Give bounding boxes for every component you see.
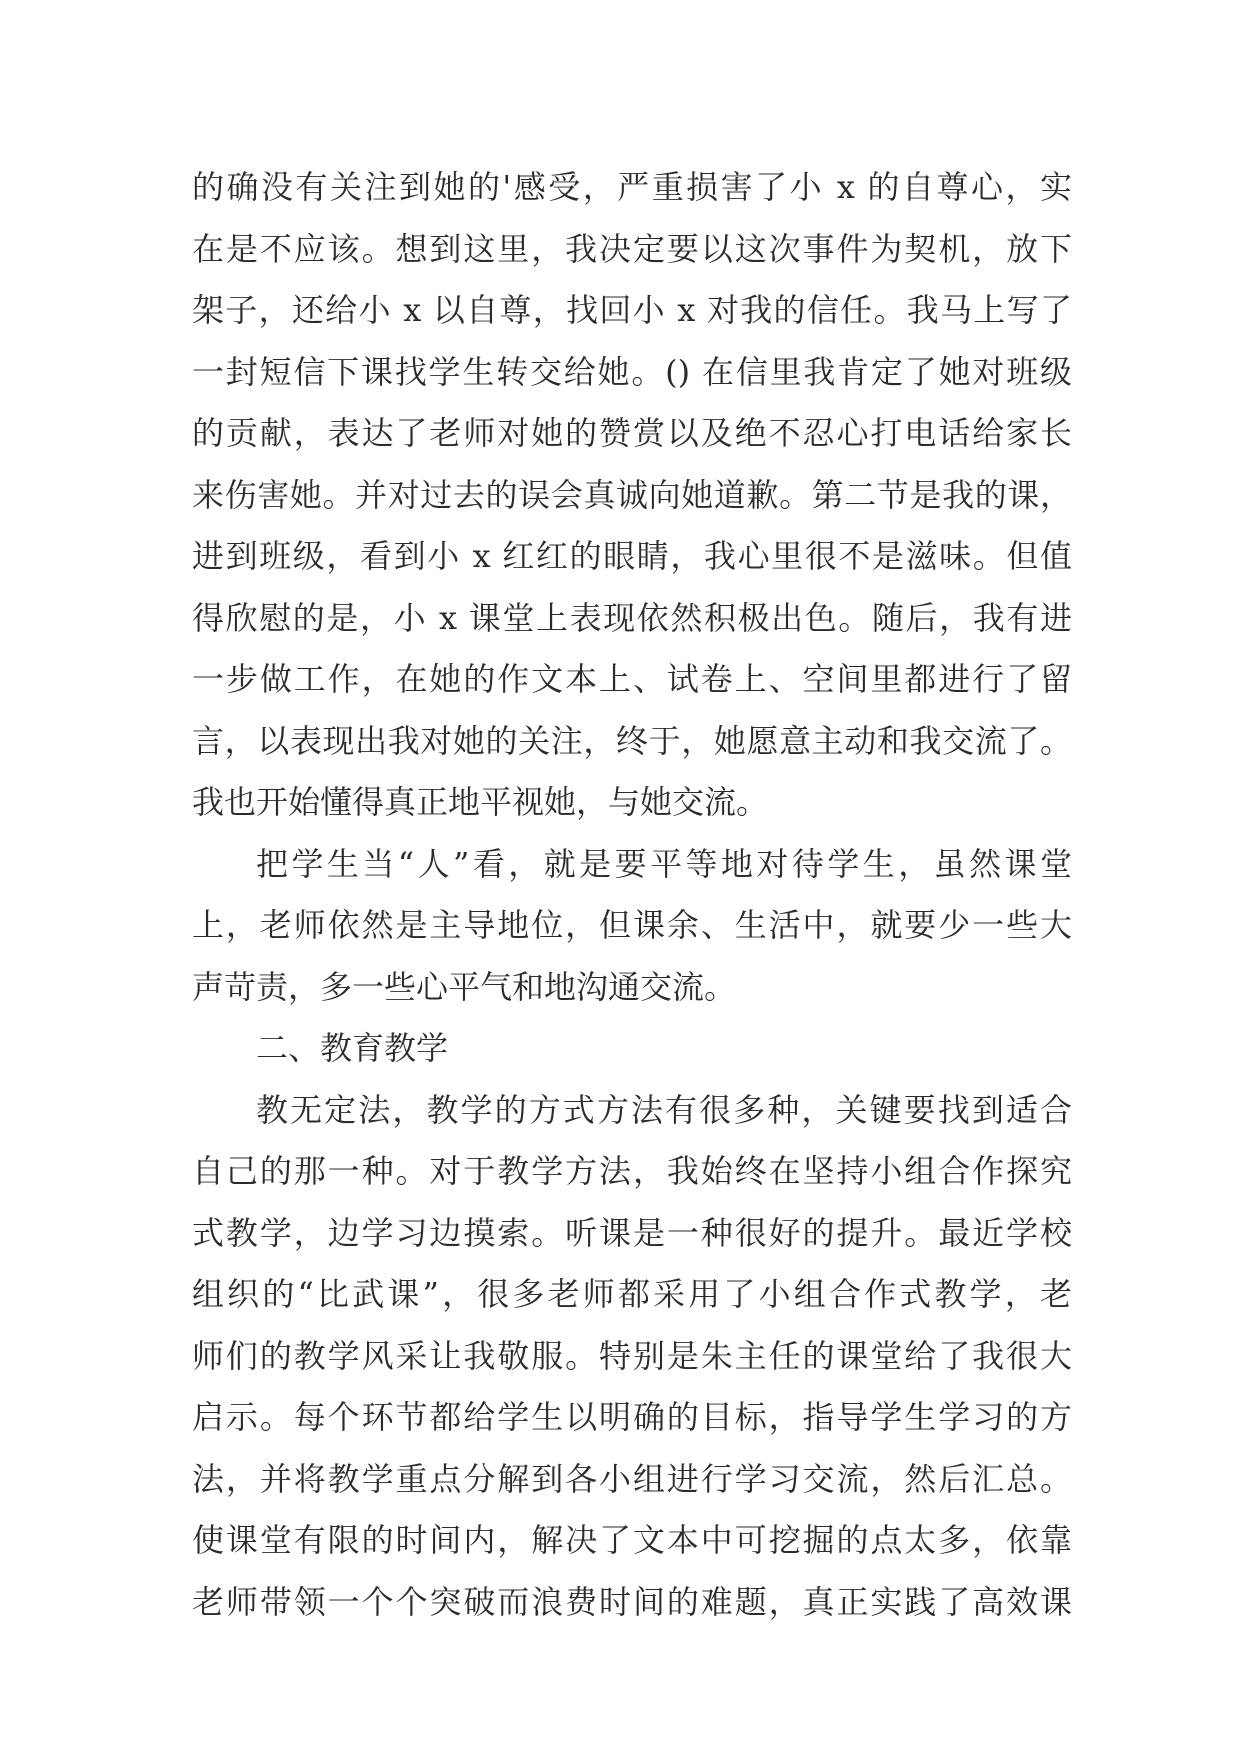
text-line: 进到班级，看到小 x 红红的眼睛，我心里很不是滋味。但值 (192, 537, 1072, 575)
text-line: 来伤害她。并对过去的误会真诚向她道歉。第二节是我的课， (192, 475, 1072, 514)
document-body (192, 157, 1072, 1633)
text-line: 老师带领一个个突破而浪费时间的难题，真正实践了高效课 (192, 1582, 1072, 1621)
text-line: 在是不应该。想到这里，我决定要以这次事件为契机，放下 (192, 229, 1072, 268)
text-line: 教无定法，教学的方式方法有很多种，关键要找到适合 (256, 1090, 1072, 1129)
text-line: 得欣慰的是，小 x 课堂上表现依然积极出色。随后，我有进 (192, 598, 1072, 637)
text-line: 把学生当“人”看，就是要平等地对待学生，虽然课堂 (256, 844, 1072, 883)
section-heading (192, 1018, 1072, 1080)
text-line: 声苛责，多一些心平气和地沟通交流。 (192, 967, 737, 1006)
paragraph (192, 834, 1072, 1019)
text-line: 组织的“比武课”，很多老师都采用了小组合作式教学，老 (192, 1275, 1072, 1313)
text-line: 法，并将教学重点分解到各小组进行学习交流，然后汇总。 (192, 1459, 1072, 1498)
text-line: 的确没有关注到她的'感受，严重损害了小 x 的自尊心，实 (192, 168, 1072, 206)
text-line: 使课堂有限的时间内，解决了文本中可挖掘的点太多，依靠 (192, 1521, 1072, 1559)
text-line: 一步做工作，在她的作文本上、试卷上、空间里都进行了留 (192, 660, 1072, 698)
text-line: 我也开始懂得真正地平视她，与她交流。 (192, 783, 769, 821)
section-heading-text: 二、教育教学 (256, 1029, 449, 1067)
text-line: 启示。每个环节都给学生以明确的目标，指导学生学习的方 (192, 1398, 1072, 1436)
text-line: 自己的那一种。对于教学方法，我始终在坚持小组合作探究 (192, 1152, 1072, 1190)
text-line: 式教学，边学习边摸索。听课是一种很好的提升。最近学校 (192, 1213, 1072, 1252)
text-line: 师们的教学风采让我敬服。特别是朱主任的课堂给了我很大 (192, 1336, 1072, 1375)
text-line: 架子，还给小 x 以自尊，找回小 x 对我的信任。我马上写了 (192, 291, 1072, 329)
text-line: 的贡献，表达了老师对她的赞赏以及绝不忍心打电话给家长 (192, 414, 1072, 452)
paragraph (192, 1080, 1072, 1634)
text-line: 言，以表现出我对她的关注，终于，她愿意主动和我交流了。 (192, 721, 1072, 760)
text-line: 上，老师依然是主导地位，但课余、生活中，就要少一些大 (192, 906, 1072, 944)
paragraph (192, 157, 1072, 834)
text-line: 一封短信下课找学生转交给她。() 在信里我肯定了她对班级 (192, 352, 1072, 391)
